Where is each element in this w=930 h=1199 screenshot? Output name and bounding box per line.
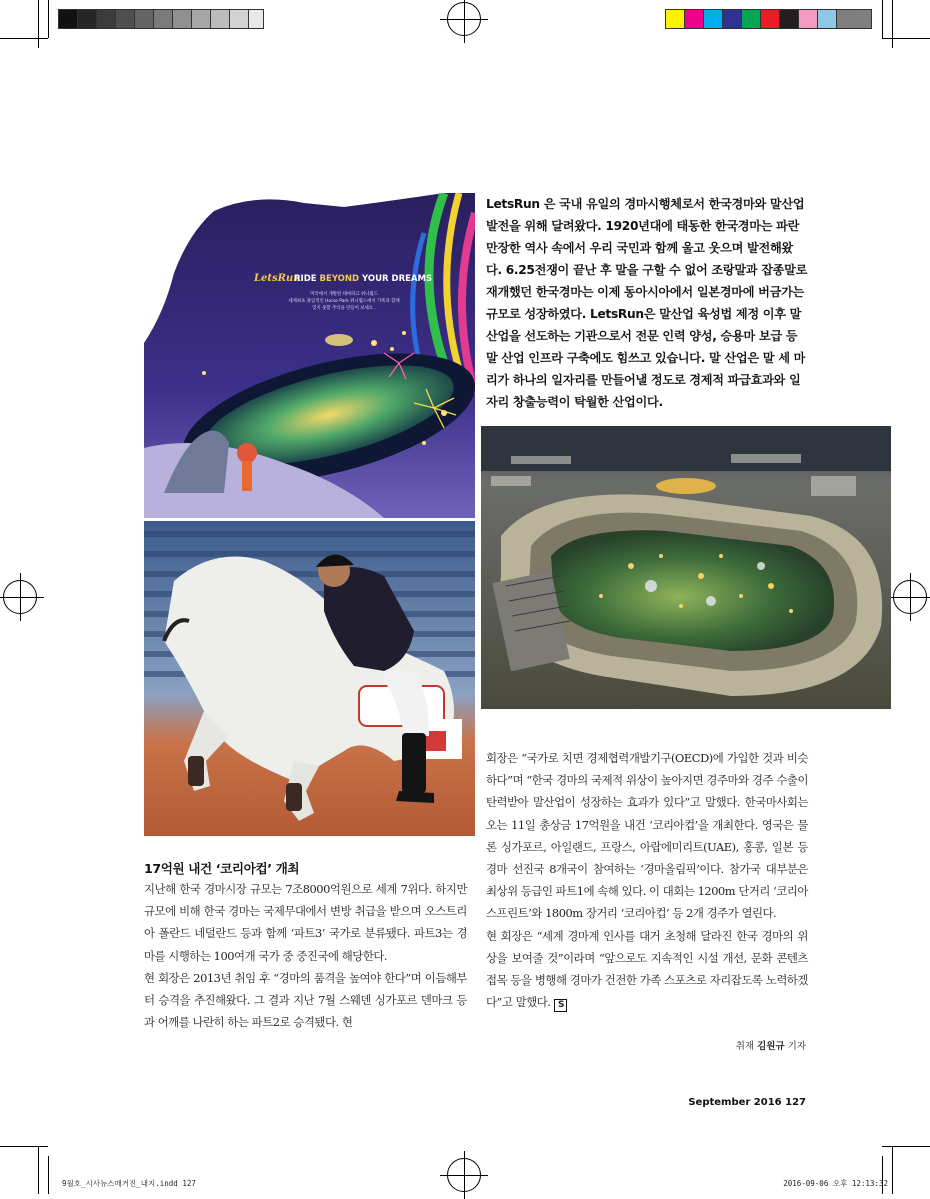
theme-park-poster-image — [144, 193, 475, 518]
poster-slogan-part: RIDE — [294, 274, 320, 284]
racetrack-aerial-rendering — [481, 426, 891, 709]
crop-mark — [892, 1146, 893, 1194]
body-column-left — [144, 878, 467, 1033]
slug-timestamp: 2016-09-06 오후 12:13:32 — [783, 1179, 888, 1188]
show-jumping-horse-art — [144, 521, 475, 836]
crop-mark — [48, 1156, 49, 1194]
theme-park-poster-art — [144, 193, 475, 518]
slug-file-info: 9월호_시사뉴스매거진_내지.indd 127 — [62, 1179, 196, 1188]
color-swatch — [703, 9, 723, 29]
body-paragraph — [486, 925, 808, 1014]
gray-swatch — [172, 9, 192, 29]
poster-caption-line: 세계최초 몰입적인 Horse Park 위니월드에서 가족과 함께 — [288, 299, 400, 304]
gray-swatch — [153, 9, 173, 29]
color-swatch — [836, 9, 872, 29]
poster-caption-line: 미국에서 개발된 테마파크 위니월드 — [310, 292, 378, 297]
crop-mark — [0, 1146, 48, 1147]
poster-slogan-part: YOUR DREAMS — [359, 274, 433, 284]
color-swatch — [798, 9, 818, 29]
color-swatch — [665, 9, 685, 29]
crop-mark — [38, 1146, 39, 1194]
gray-swatch — [210, 9, 230, 29]
color-swatch — [817, 9, 837, 29]
registration-mark — [893, 580, 927, 614]
page-folio: September 2016 127 — [688, 1097, 806, 1108]
color-swatch — [722, 9, 742, 29]
lead-paragraph-text: LetsRun 은 국내 유일의 경마시행체로서 한국경마와 말산업 발전을 위해 달려왔다. 1920년대에 태동한 한국경마는 파란만장한 역사 속에서 우리 국민과 함께 울고 웃으며 발전해왔다. 6.25전쟁이 끝난 후 말을 구할 수 없어 조랑말과 잡종말로 재개했던 한국경마는 이제 동아시아에서 일본경마에 버금가는 규모로 성장하였다. LetsRun은 말산업 육성법 제정 이후 말 산업을 선도하는 기관으로서 전문 인력 양성, 승용마 보급 등 말 산업 인프라 구축에도 힘쓰고 있습니다. 말 산업은 말 세 마리가 하나의 일자리를 만들어낼 정도로 경제적 파급효과와 일자리 창출능력이 탁월한 산업이다. — [486, 197, 808, 409]
body-paragraph: 현 회장은 2013년 취임 후 “경마의 품격을 높여야 한다”며 이듬해부터 승격을 추진해왔다. 그 결과 지난 7월 스웨덴 싱가포르 덴마크 등과 어깨를 나란히 하는 파트2로 승격됐다. 현 — [144, 970, 467, 1030]
byline-author: 김원규 — [757, 1041, 785, 1052]
gray-swatch — [191, 9, 211, 29]
gray-swatch — [248, 9, 264, 29]
poster-caption — [284, 291, 404, 312]
gray-swatch — [96, 9, 116, 29]
gray-swatch — [58, 9, 78, 29]
poster-slogan — [294, 274, 432, 284]
crop-mark — [48, 0, 49, 38]
show-jumping-horse-photo — [144, 521, 475, 836]
poster-caption-line: 잊지 못할 추억을 만들어 보세요 . — [312, 306, 376, 311]
gray-swatch — [134, 9, 154, 29]
registration-mark — [3, 580, 37, 614]
crop-mark — [892, 0, 893, 48]
body-paragraph: 지난해 한국 경마시장 규모는 7조8000억원으로 세계 7위다. 하지만 규모에 비해 한국 경마는 국제무대에서 변방 취급을 받으며 오스트리아 폴란드 네덜란드 등과 함께 ‘파트3’ 국가로 분류됐다. 파트3는 경마를 시행하는 100여개 국가 중 중진국에 해당한다. — [144, 882, 467, 963]
byline-prefix: 취재 — [735, 1041, 758, 1052]
lead-paragraph — [486, 193, 808, 413]
crop-mark — [882, 0, 883, 38]
body-paragraph-text: 현 회장은 “세계 경마계 인사를 대거 초청해 달라진 한국 경마의 위상을 보여줄 것”이라며 “앞으로도 지속적인 시설 개선, 문화 콘텐츠 접목 등을 병행해 경마가 건전한 가족 스포츠로 자리잡도록 노력하겠다”고 말했다. — [486, 928, 808, 1010]
registration-mark — [447, 1158, 481, 1192]
byline-suffix: 기자 — [784, 1041, 806, 1052]
gray-swatch — [115, 9, 135, 29]
crop-mark — [38, 0, 39, 48]
gray-swatch — [229, 9, 249, 29]
color-swatch — [779, 9, 799, 29]
poster-slogan-highlight: BEYOND — [319, 274, 360, 284]
color-swatch — [741, 9, 761, 29]
byline — [736, 1038, 806, 1052]
body-column-right — [486, 747, 808, 1013]
registration-mark — [447, 2, 481, 36]
crop-mark — [0, 38, 48, 39]
end-mark-icon: S — [554, 999, 567, 1012]
crop-mark — [882, 1146, 930, 1147]
section-heading: 17억원 내건 ‘코리아컵’ 개최 — [144, 861, 300, 876]
body-paragraph: 회장은 “국가로 치면 경제협력개발기구(OECD)에 가입한 것과 비슷하다”며 “한국 경마의 국제적 위상이 높아지면 경주마와 경주 수출이 탄력받아 말산업이 성장하는 효과가 있다”고 말했다. 한국마사회는 오는 11일 총상금 17억원을 내건 ‘코리아컵’을 개최한다. 영국은 물론 싱가포르, 아일랜드, 프랑스, 아랍에미리트(UAE), 홍콩, 일본 등 경마 선진국 8개국이 참여하는 ‘경마올림픽’이다. 참가국 대부분은 최상위 등급인 파트1에 속해 있다. 이 대회는 1200m 단거리 ‘코리아스프린트’와 1800m 장거리 ‘코리아컵’ 등 2개 경주가 열린다. — [486, 751, 808, 921]
gray-swatch — [77, 9, 97, 29]
color-swatch — [760, 9, 780, 29]
color-swatch — [684, 9, 704, 29]
crop-mark — [882, 38, 930, 39]
poster-logo: LetsRun — [254, 273, 301, 284]
racetrack-aerial-art — [481, 426, 891, 709]
